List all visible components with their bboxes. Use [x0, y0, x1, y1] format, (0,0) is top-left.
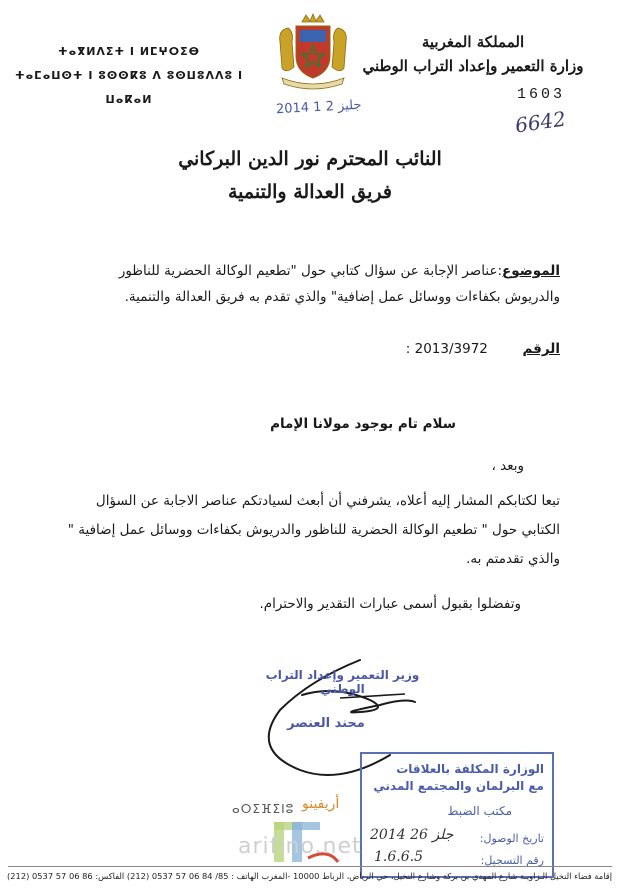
subject-block: [60, 258, 560, 310]
document-number: 1603: [516, 86, 565, 103]
reference-value: 2013/3972 :: [405, 341, 488, 357]
addressee-name: النائب المحترم نور الدين البركاني: [178, 148, 442, 170]
ministry-header-tifinagh: [14, 40, 244, 112]
stamp-date-label: تاريخ الوصول:: [479, 832, 544, 845]
stamp-ministry-line1: الوزارة المكلفة بالعلاقات: [396, 762, 544, 776]
ministry-name-ar: وزارة التعمير وإعداد التراب الوطني: [362, 57, 584, 75]
kingdom-name-ar: المملكة المغربية: [421, 33, 525, 51]
addressee-group: فريق العدالة والتنمية: [227, 181, 392, 203]
wa-baad: وبعد ،: [491, 458, 524, 474]
body-paragraph: تبعا لكتابكم المشار إليه أعلاه، يشرفني أن أبعث لسيادتكم عناصر الاجابة عن السؤال الكتابي حول " تطعيم الوكالة الحضرية للناظور والدريوش بكفاءات ووسائل عمل إضافية " والذي تقدمتم به.: [67, 493, 560, 567]
watermark-site: arifino.net: [238, 834, 362, 859]
subject-label: الموضوع: [502, 263, 560, 279]
closing-line: وتفضلوا بقبول أسمى عبارات التقدير والاحترام.: [259, 596, 521, 612]
ministry-name-tifinagh: ⵜⴰⵎⴰⵡⵙⵜ ⵏ ⵓⵙⵙⴽⵓ ⴷ ⵓⵙⵡⵓⴷⴷⵓ ⵏ ⵡⴰⴽⴰⵍ: [14, 69, 244, 106]
stamp-office: مكتب الضبط: [447, 804, 512, 818]
watermark-logo: [238, 818, 428, 872]
greeting: سلام تام بوجود مولانا الإمام: [270, 416, 456, 432]
stamp-reg-label: رقم التسجيل:: [480, 854, 544, 867]
royal-coat-of-arms-icon: [272, 12, 354, 92]
signatory-title: وزير التعمير وإعداد التراب الوطني: [265, 668, 420, 696]
arrival-date-stamp: 2014 جليز 2 1: [275, 97, 362, 118]
ministry-header-ar: [348, 30, 598, 78]
reference-label: الرقم: [522, 341, 560, 357]
subject-text: :عناصر الإجابة عن سؤال كتابي حول "تطعيم الوكالة الحضرية للناظور والدريوش بكفاءات ووسائل عمل إضافية" والذي تقدم به فريق العدالة والتنمية.: [118, 263, 560, 305]
stamp-reg-value: 1.6.6.5: [374, 849, 423, 865]
watermark-arabic: أريفينو: [302, 796, 340, 812]
watermark-tifinagh: ⴰⵔⵉⴼⵉⵏⵓ: [232, 802, 295, 816]
handwritten-number: 6642: [513, 106, 568, 138]
signatory-name: محند العنصر: [287, 716, 365, 731]
reference-block: [60, 341, 560, 357]
stamp-ministry-line2: مع البرلمان والمجتمع المدني: [373, 779, 544, 793]
stamp-date-value: 2014 جلز 26: [370, 827, 454, 843]
footer-address: إقامة فضاء النخيل الـزاويـة شارع المهدي بن بركة وشارع النخيل، حي الرياض، الرباط 10000 -المغرب الهاتف : 85/ 84 06 57 0537 (212) الفاكس: 86 06 57 0537 (212): [8, 866, 612, 882]
kingdom-name-tifinagh: ⵜⴰⴳⵍⴷⵉⵜ ⵏ ⵍⵎⵖⵔⵉⴱ: [57, 45, 200, 58]
